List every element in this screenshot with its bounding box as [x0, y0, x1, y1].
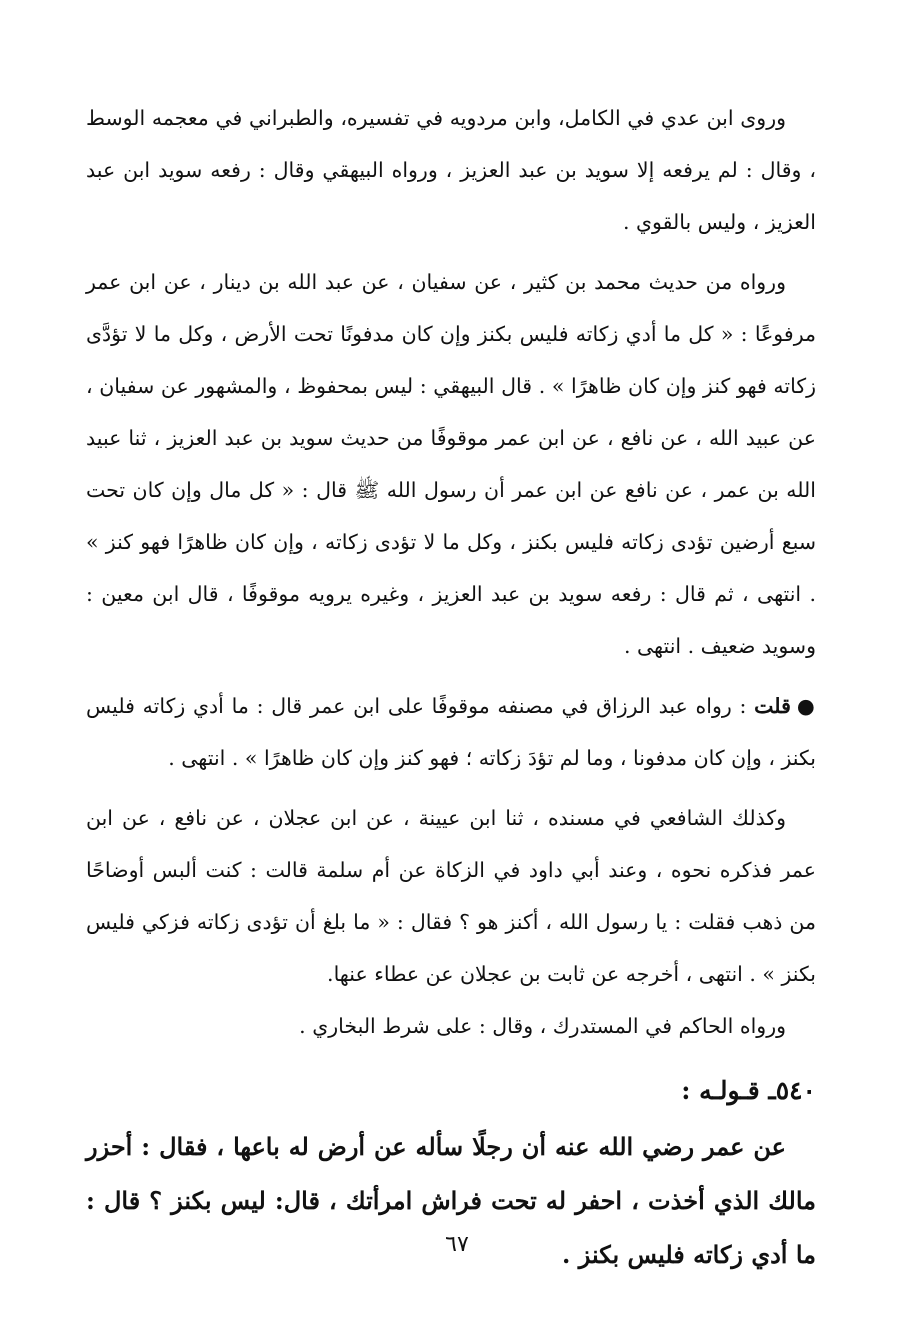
bullet-dot-icon: ● [796, 694, 816, 718]
page-number: ٦٧ [445, 1232, 469, 1257]
paragraph-qultu [86, 680, 816, 784]
paragraph-hakim: ورواه الحاكم في المستدرك ، وقال : على شرط البخاري . [299, 1014, 786, 1038]
section-text: عن عمر رضي الله عنه أن رجلًا سأله عن أرض له باعها ، فقال : أحزر مالك الذي أخذت ، احفر له تحت فراش امرأتك ، قال: ليس بكنز ؟ قال : ما أدي زكاته فليس بكنز . [86, 1132, 816, 1269]
paragraph-shafii: وكذلك الشافعي في مسنده ، ثنا ابن عيينة ، عن ابن عجلان ، عن نافع ، عن ابن عمر فذكره نحوه ، وعند أبي داود في الزكاة عن أم سلمة قالت : كنت ألبس أوضاحًا من ذهب فقلت : يا رسول الله ، أكنز هو ؟ فقال : « ما بلغ أن تؤدى زكاته فزكي فليس بكنز » . انتهى ، أخرجه عن ثابت بن عجلان عن عطاء عنها. [86, 806, 816, 986]
paragraph-muhammad-bin-kathir: ورواه من حديث محمد بن كثير ، عن سفيان ، عن عبد الله بن دينار ، عن ابن عمر مرفوعًا : « كل ما أدي زكاته فليس بكنز وإن كان مدفونًا تحت الأرض ، وكل ما لا تؤدَّى زكاته فهو كنز وإن كان ظاهرًا » . قال البيهقي : ليس بمحفوظ ، والمشهور عن سفيان ، عن عبيد الله ، عن نافع ، عن ابن عمر موقوفًا من حديث سويد بن عبد العزيز ، ثنا عبيد الله بن عمر ، عن نافع عن ابن عمر أن رسول الله ﷺ قال : « كل مال وإن كان تحت سبع أرضين تؤدى زكاته فليس بكنز ، وكل ما لا تؤدى زكاته ، وإن كان ظاهرًا فهو كنز » . انتهى ، ثم قال : رفعه سويد بن عبد العزيز ، وغيره يرويه موقوفًا ، قال ابن معين : وسويد ضعيف . انتهى . [86, 270, 816, 658]
paragraph-ibn-adi: وروى ابن عدي في الكامل، وابن مردويه في تفسيره، والطبراني في معجمه الوسط ، وقال : لم يرفعه إلا سويد بن عبد العزيز ، ورواه البيهقي وقال : رفعه سويد ابن عبد العزيز ، وليس بالقوي . [86, 106, 816, 234]
section-heading: ٥٤٠ـ قـولـه : [681, 1076, 816, 1105]
keyword-qultu: قلت [754, 694, 791, 718]
page-body [86, 92, 816, 1282]
paragraph-qultu-text: : رواه عبد الرزاق في مصنفه موقوفًا على ابن عمر قال : ما أدي زكاته فليس بكنز ، وإن كان مدفونا ، وما لم تؤدَ زكاته ؛ فهو كنز وإن كان ظاهرًا » . انتهى . [86, 694, 816, 770]
